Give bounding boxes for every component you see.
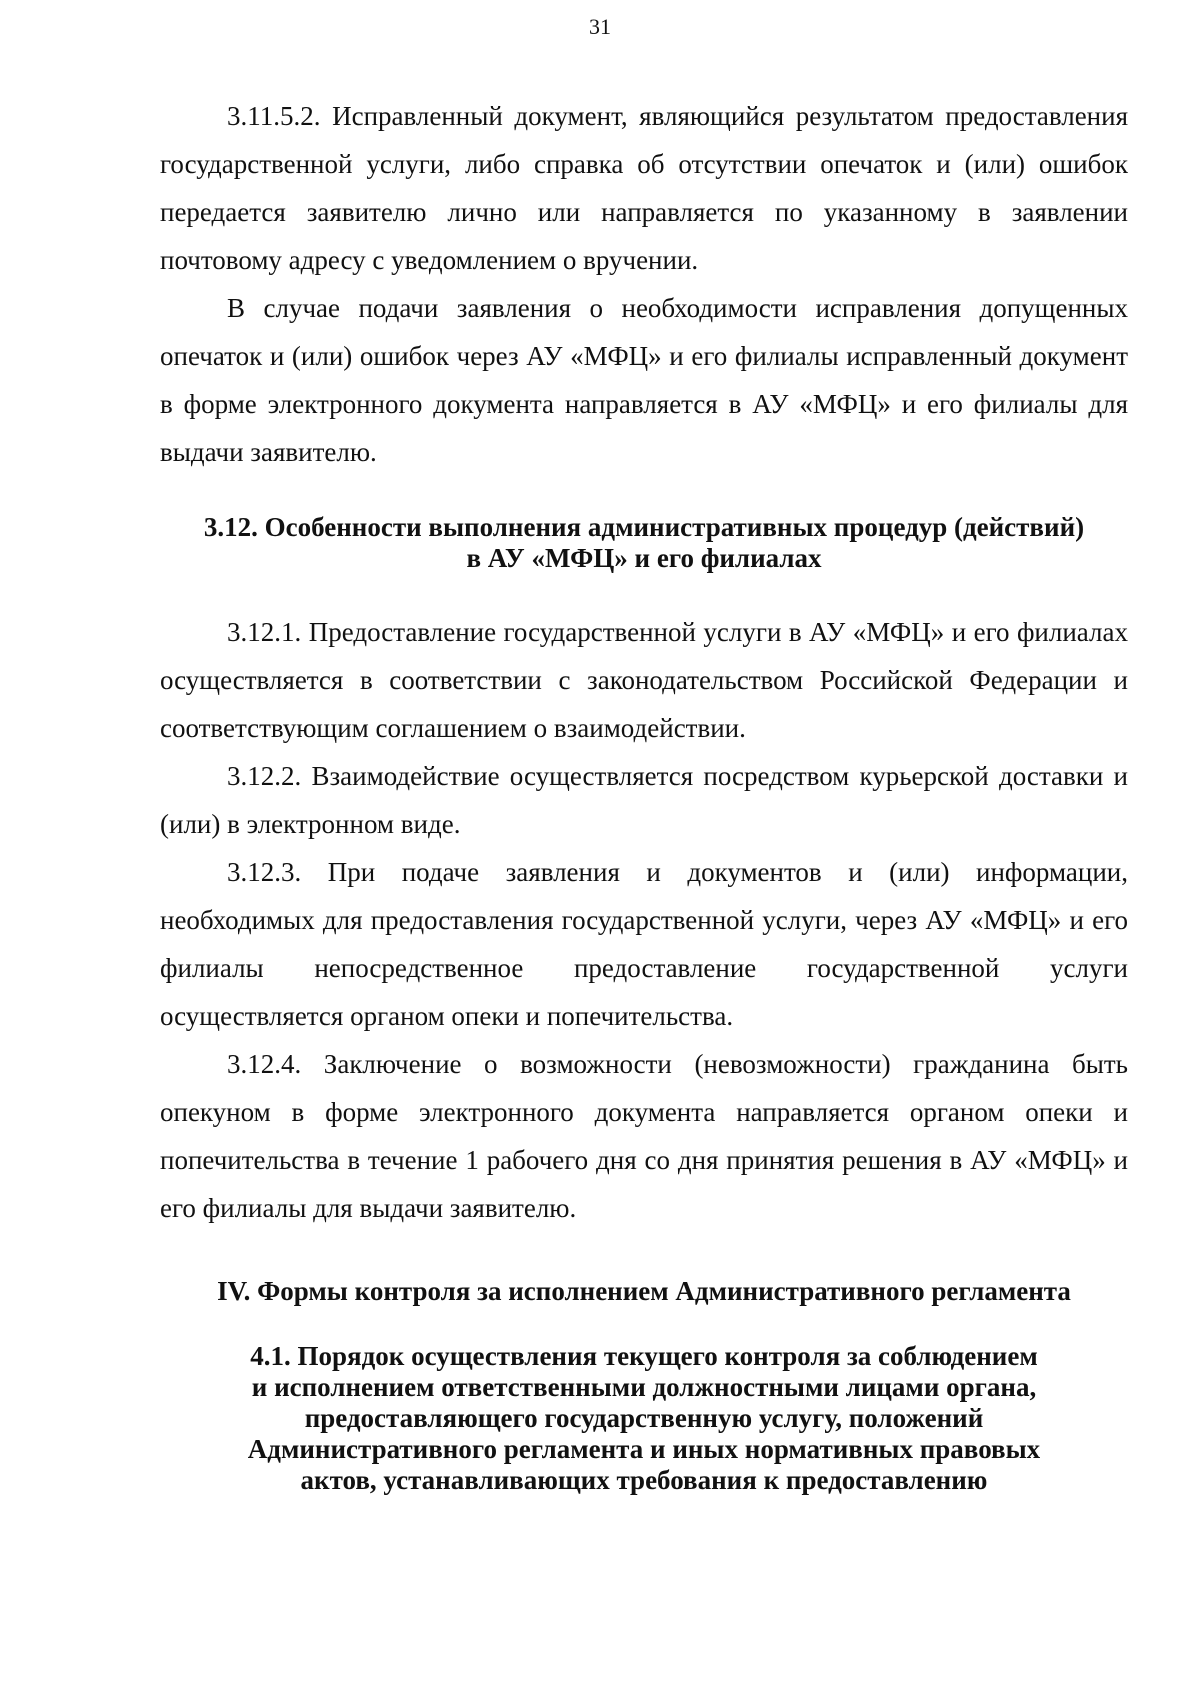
paragraph-3-12-1: 3.12.1. Предоставление государственной услуги в АУ «МФЦ» и его филиалах осуществляется в соответствии с законодательством Российской Федерации и соответствующим соглашением о взаимодействии. [160, 617, 1128, 743]
heading-3-12 [160, 512, 1128, 574]
page-content [160, 92, 1128, 1496]
paragraph-3-12-4: 3.12.4. Заключение о возможности (невозможности) гражданина быть опекуном в форме электронного документа направляется органом опеки и попечительства в течение 1 рабочего дня со дня принятия решения в АУ «МФЦ» и его филиалы для выдачи заявителю. [160, 1049, 1128, 1223]
heading-4-1-line-3: предоставляющего государственную услугу, положений [304, 1403, 984, 1433]
heading-4-1-line-2: и исполнением ответственными должностными лицами органа, [251, 1372, 1037, 1402]
heading-section-iv: IV. Формы контроля за исполнением Административного регламента [217, 1276, 1071, 1306]
heading-4-1 [160, 1341, 1128, 1496]
heading-4-1-line-1: 4.1. Порядок осуществления текущего контроля за соблюдением [250, 1341, 1038, 1371]
heading-3-12-line-1: 3.12. Особенности выполнения административных процедур (действий) [203, 512, 1085, 542]
heading-4-1-line-4: Административного регламента и иных нормативных правовых [247, 1434, 1041, 1464]
paragraph-3-12-2: 3.12.2. Взаимодействие осуществляется посредством курьерской доставки и (или) в электронном виде. [160, 761, 1128, 839]
paragraph-3-11-5-2: 3.11.5.2. Исправленный документ, являющийся результатом предоставления государственной услуги, либо справка об отсутствии опечаток и (или) ошибок передается заявителю лично или направляется по указанному в заявлении почтовому адресу с уведомлением о вручении. [160, 101, 1128, 275]
page-number: 31 [589, 14, 611, 39]
paragraph-3-12-3: 3.12.3. При подаче заявления и документов и (или) информации, необходимых для предоставления государственной услуги, через АУ «МФЦ» и его филиалы непосредственное предоставление государственной услуги осуществляется органом опеки и попечительства. [160, 857, 1128, 1031]
heading-3-12-line-2: в АУ «МФЦ» и его филиалах [466, 543, 822, 573]
paragraph-correction-mfc: В случае подачи заявления о необходимости исправления допущенных опечаток и (или) ошибок через АУ «МФЦ» и его филиалы исправленный документ в форме электронного документа направляется в АУ «МФЦ» и его филиалы для выдачи заявителю. [160, 293, 1128, 467]
heading-4-1-line-5: актов, устанавливающих требования к предоставлению [300, 1465, 988, 1495]
